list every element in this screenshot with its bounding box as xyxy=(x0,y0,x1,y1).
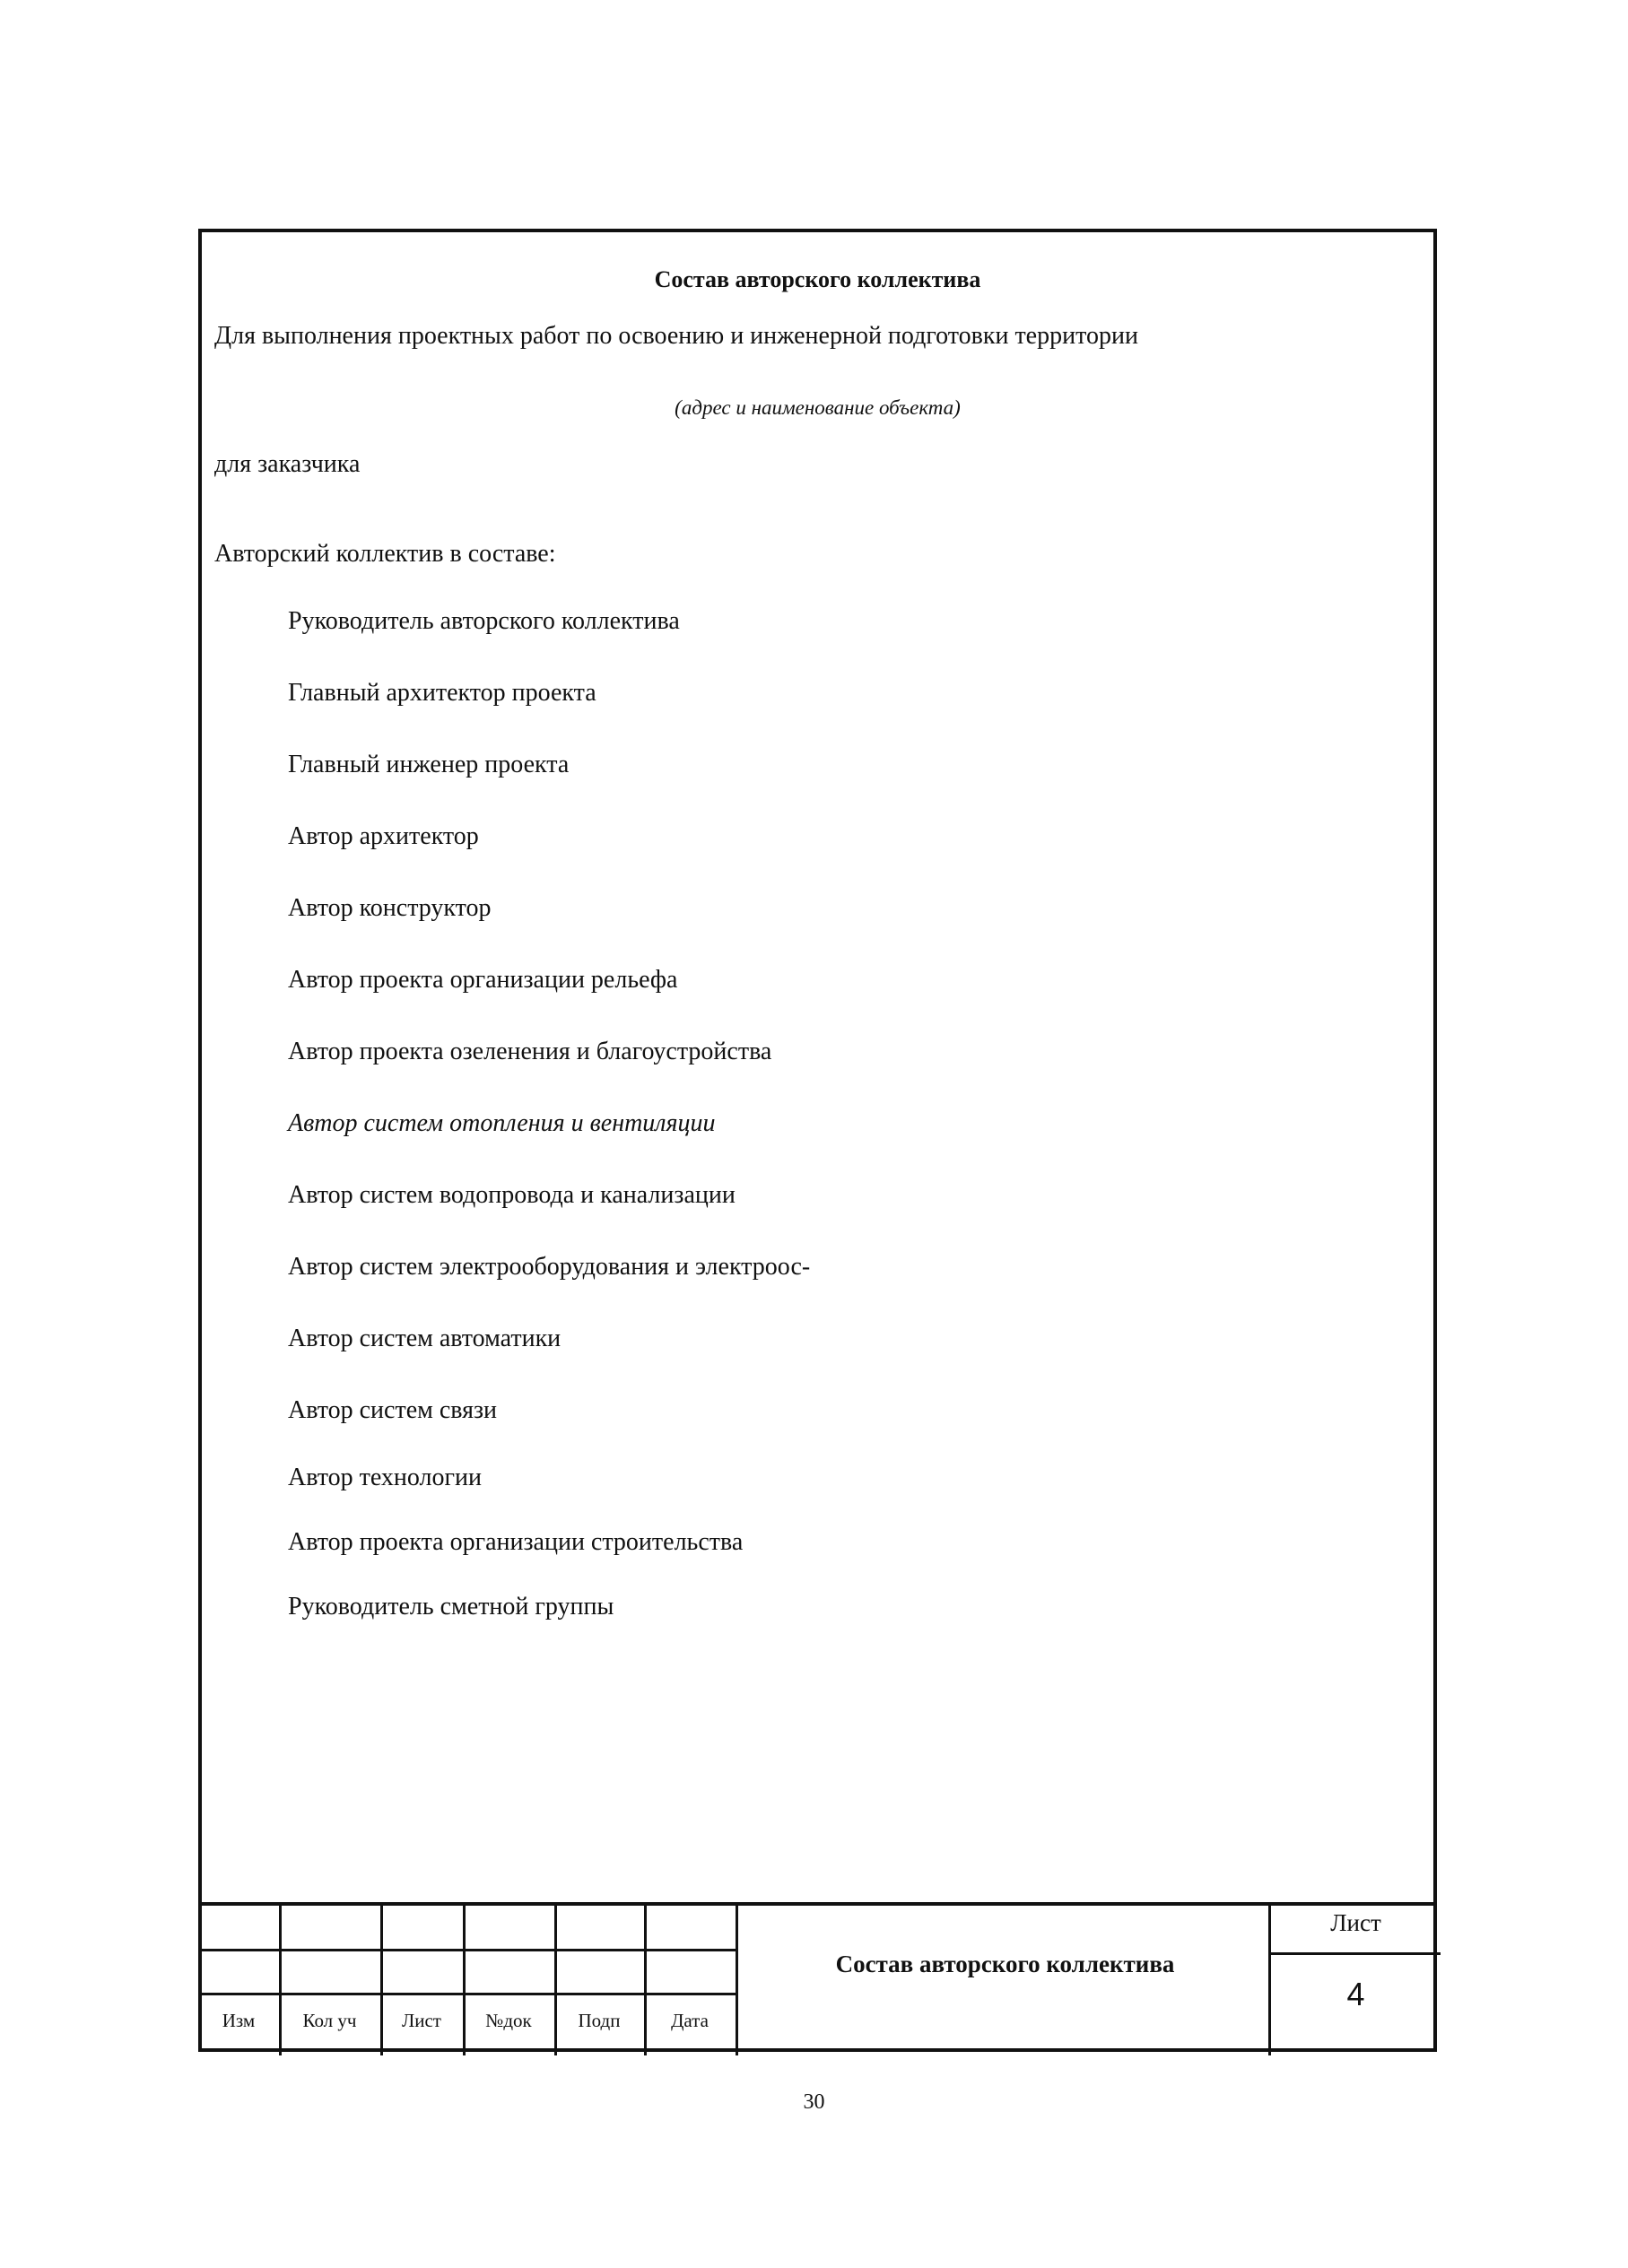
sheet-label: Лист xyxy=(1330,1909,1381,1936)
stamp-col xyxy=(463,1906,557,2055)
list-item: Автор систем электрооборудования и электроос- xyxy=(288,1253,811,1281)
list-item: Автор проекта организации строительства xyxy=(288,1528,744,1556)
list-item: Автор систем отопления и вентиляции xyxy=(288,1109,716,1137)
stamp-col-label: Изм xyxy=(222,2010,256,2031)
stamp-col-label: №док xyxy=(485,2010,532,2031)
purpose-line: Для выполнения проектных работ по освоению и инженерной подготовки территории xyxy=(214,322,1138,350)
list-item: Автор систем связи xyxy=(288,1396,498,1424)
list-item: Автор проекта организации рельефа xyxy=(288,966,678,994)
list-item: Автор архитектор xyxy=(288,822,479,850)
stamp-col-label: Подп xyxy=(578,2010,621,2031)
document-title: Состав авторского коллектива xyxy=(654,266,981,292)
title-block xyxy=(198,1902,1437,2055)
list-item: Автор проекта озеленения и благоустройства xyxy=(288,1038,772,1065)
stamp-row-line xyxy=(198,1949,736,1951)
list-item: Автор систем автоматики xyxy=(288,1325,562,1352)
page-number: 30 xyxy=(803,2090,825,2114)
list-item: Главный инженер проекта xyxy=(288,751,570,778)
list-item: Руководитель авторского коллектива xyxy=(288,607,680,635)
stamp-col-label: Лист xyxy=(402,2010,441,2031)
stamp-col xyxy=(279,1906,383,2055)
stamp-col xyxy=(736,1906,1271,2055)
stamp-row-line xyxy=(198,1993,736,1995)
stamp-document-title: Состав авторского коллектива xyxy=(835,1951,1175,1977)
stamp-col xyxy=(644,1906,738,2055)
stamp-col xyxy=(380,1906,466,2055)
sheet-number: 4 xyxy=(1346,1976,1365,2012)
list-item: Руководитель сметной группы xyxy=(288,1593,614,1621)
stamp-col-label: Дата xyxy=(671,2010,709,2031)
stamp-col xyxy=(198,1906,282,2055)
address-hint: (адрес и наименование объекта) xyxy=(675,396,961,419)
stamp-col xyxy=(554,1906,647,2055)
customer-line: для заказчика xyxy=(214,450,361,478)
list-item: Автор систем водопровода и канализации xyxy=(288,1181,736,1209)
stamp-row-line xyxy=(1271,1952,1441,1955)
document-frame xyxy=(198,229,1437,2052)
team-intro: Авторский коллектив в составе: xyxy=(214,540,556,568)
list-item: Автор конструктор xyxy=(288,894,492,922)
list-item: Главный архитектор проекта xyxy=(288,679,596,707)
list-item: Автор технологии xyxy=(288,1464,482,1491)
stamp-col-label: Кол уч xyxy=(302,2010,357,2031)
